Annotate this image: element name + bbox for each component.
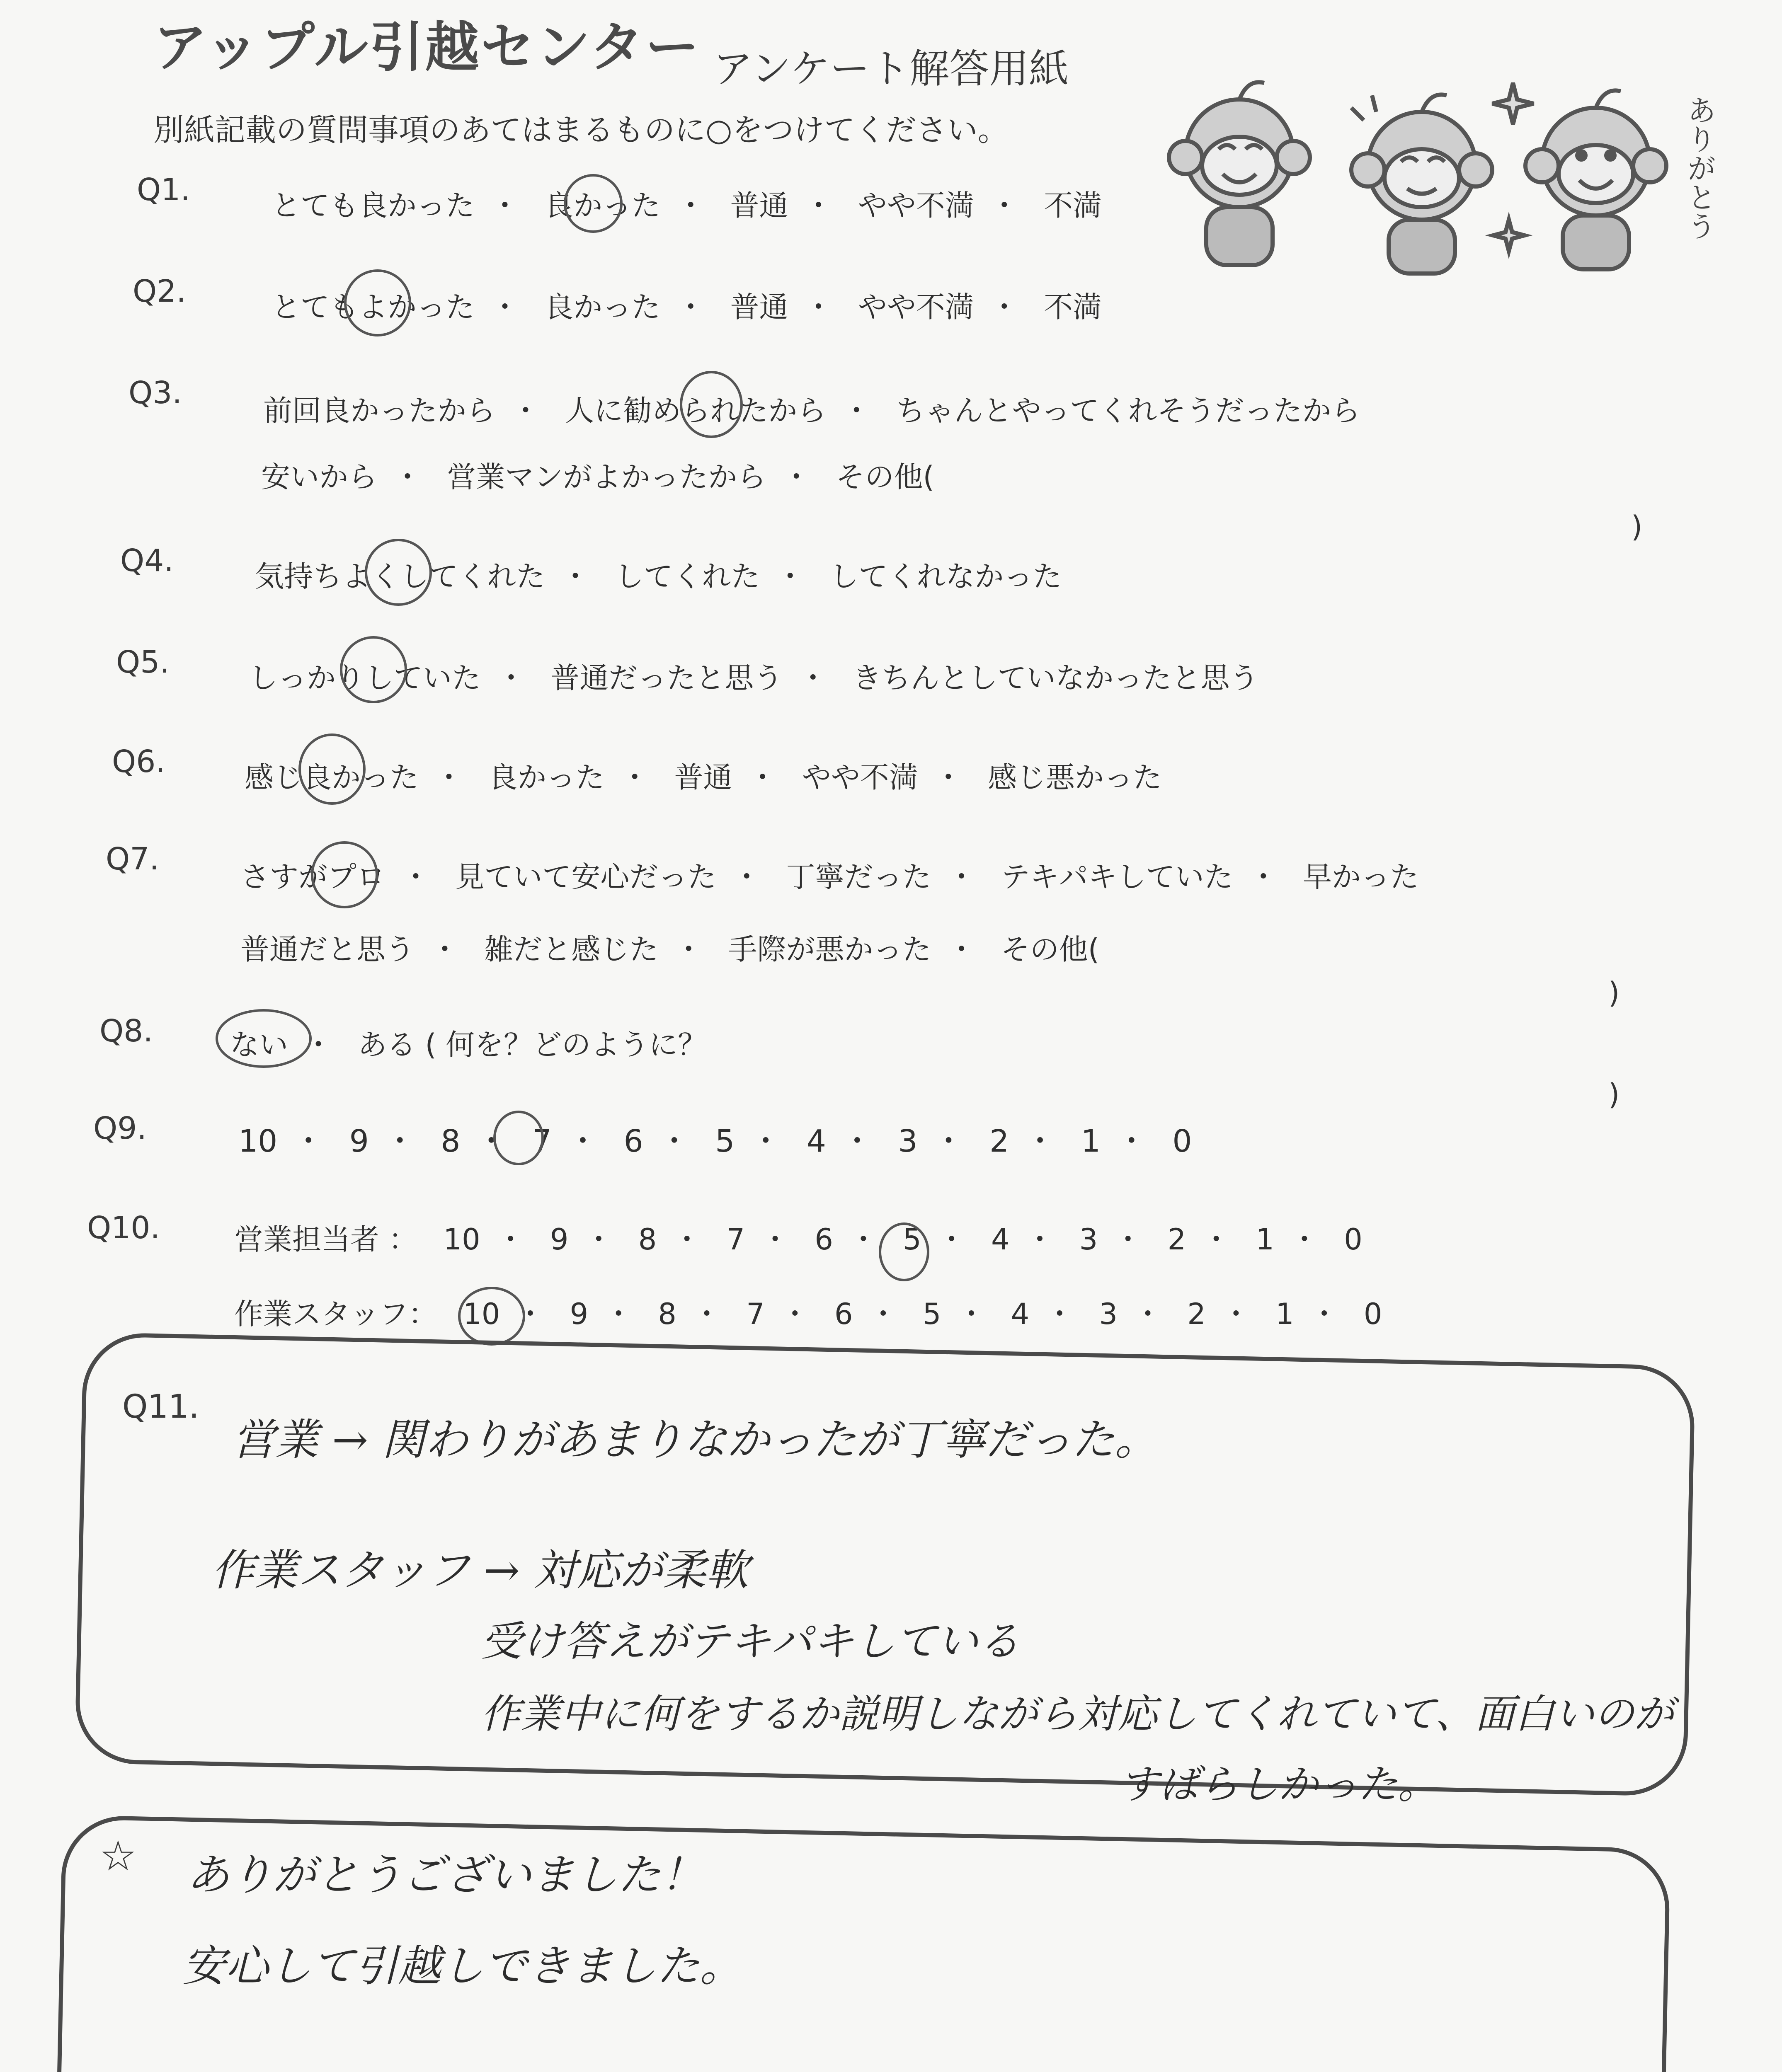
q6-option[interactable]: やや不満	[802, 760, 918, 794]
q11-handwriting-line: 営業 → 関わりがあまりなかったが丁寧だった。	[232, 1414, 1158, 1465]
q5-options: しっかりしていた ・ 普通だったと思う ・ きちんとしていなかったと思う	[249, 661, 1259, 695]
q10-staff-score[interactable]: 0	[1363, 1297, 1382, 1331]
q7-option[interactable]: テキパキしていた	[1001, 860, 1233, 894]
q6-answer-circle	[298, 733, 366, 805]
q2-option[interactable]: 不満	[1044, 290, 1102, 324]
q6-option[interactable]: 普通	[674, 760, 732, 794]
q4-option[interactable]: してくれなかった	[829, 559, 1062, 593]
q11-label: Q11.	[122, 1388, 199, 1426]
q8-option[interactable]: ない	[230, 1028, 288, 1062]
sheet-subtitle: アンケート解答用紙	[713, 46, 1069, 92]
q10-sales-score[interactable]: 1	[1256, 1222, 1274, 1256]
monkey-mascots-illustration	[1156, 70, 1729, 278]
q7-option[interactable]: 普通だと思う	[240, 932, 415, 966]
q10-staff-label: 作業スタッフ：	[234, 1297, 437, 1331]
q2-option[interactable]: やや不満	[858, 290, 974, 324]
q6-options: 感じ良かった ・ 良かった ・ 普通 ・ やや不満 ・ 感じ悪かった	[245, 760, 1162, 794]
q6-option[interactable]: 感じ悪かった	[988, 760, 1162, 794]
q7-option[interactable]: 丁寧だった	[786, 860, 931, 894]
q4-answer-circle	[365, 539, 432, 606]
q11-handwriting-line: 作業中に何をするか説明しながら対応してくれていて、面白いのが	[481, 1691, 1674, 1737]
q9-answer-circle	[493, 1111, 544, 1165]
q10-sales-score[interactable]: 3	[1079, 1222, 1098, 1256]
monkey-smiling-icon	[1525, 90, 1666, 269]
free-comment-handwriting-line: ありがとうございました！	[187, 1849, 704, 1900]
q8-number: Q8.	[99, 1013, 153, 1049]
q10-sales-score[interactable]: 2	[1167, 1222, 1186, 1256]
q9-score[interactable]: 8	[441, 1123, 461, 1159]
free-comment-handwriting-line: 安心して引越しできました。	[182, 1941, 743, 1991]
q10-sales-row: 営業担当者 ： 10 ・ 9 ・ 8 ・ 7 ・ 6 ・ 5 ・ 4 ・ 3 ・ 2 ・ 1 ・ 0	[234, 1222, 1363, 1256]
q3-option[interactable]: その他(	[836, 460, 934, 494]
q7-option[interactable]: その他(	[1001, 932, 1100, 966]
sheet-title: アップル引越センター	[153, 16, 701, 79]
q7-answer-circle	[311, 841, 378, 908]
q1-option[interactable]: 良かった	[544, 189, 661, 223]
q5-number: Q5.	[116, 644, 170, 680]
q9-score[interactable]: 0	[1172, 1123, 1192, 1159]
q4-number: Q4.	[120, 543, 174, 579]
q9-score[interactable]: 6	[623, 1123, 643, 1159]
instruction-text: 別紙記載の質問事項のあてはまるものに○をつけてください。	[153, 112, 1009, 148]
q10-staff-score[interactable]: 6	[834, 1297, 853, 1331]
q1-options: とても良かった ・ 良かった ・ 普通 ・ やや不満 ・ 不満	[272, 189, 1102, 223]
q1-option[interactable]: 普通	[730, 189, 788, 223]
sparkle-icon	[1493, 220, 1525, 251]
q2-number: Q2.	[133, 274, 186, 309]
q3-answer-circle	[680, 371, 743, 438]
q10-sales-score[interactable]: 4	[991, 1222, 1010, 1256]
q8-option[interactable]: ある ( 何を？どのように？	[358, 1028, 707, 1062]
q10-staff-score[interactable]: 5	[922, 1297, 941, 1331]
sparkle-icon	[1492, 83, 1534, 124]
q3-option[interactable]: 前回良かったから	[263, 394, 495, 428]
q10-number: Q10.	[87, 1210, 160, 1246]
q9-score[interactable]: 1	[1081, 1123, 1101, 1159]
q10-sales-label: 営業担当者 ：	[234, 1222, 418, 1256]
q3-close-paren: )	[1631, 510, 1643, 544]
q2-options: とてもよかった ・ 良かった ・ 普通 ・ やや不満 ・ 不満	[272, 290, 1102, 324]
q9-score[interactable]: 10	[238, 1123, 278, 1159]
q7-option[interactable]: 早かった	[1303, 860, 1419, 894]
q7-option[interactable]: 手際が悪かった	[728, 932, 931, 966]
q9-score[interactable]: 2	[989, 1123, 1009, 1159]
q10-sales-score[interactable]: 7	[726, 1222, 745, 1256]
q4-option[interactable]: 気持ちよくしてくれた	[255, 559, 545, 593]
q1-option[interactable]: とても良かった	[272, 189, 475, 223]
q1-answer-circle	[564, 174, 623, 233]
q9-scale: 10 ・ 9 ・ 8 ・ 7 ・ 6 ・ 5 ・ 4 ・ 3 ・ 2 ・ 1 ・ 0	[238, 1123, 1192, 1159]
q3-option[interactable]: 営業マンがよかったから	[447, 460, 766, 494]
q8-options: ない ・ ある ( 何を？どのように？	[230, 1028, 707, 1062]
q10-staff-score[interactable]: 7	[746, 1297, 765, 1331]
q7-option[interactable]: 見ていて安心だった	[455, 860, 717, 894]
q10-sales-score[interactable]: 5	[903, 1222, 921, 1256]
q3-number: Q3.	[128, 375, 182, 411]
q11-handwriting-line: すばらしかった。	[1119, 1761, 1438, 1808]
q2-option[interactable]: とてもよかった	[272, 290, 475, 324]
q2-option[interactable]: 普通	[730, 290, 788, 324]
q7-option[interactable]: 雑だと感じた	[484, 932, 659, 966]
q10-sales-score[interactable]: 10	[443, 1222, 480, 1256]
monkey-laughing-icon	[1169, 82, 1310, 265]
q3-option[interactable]: 人に勧められたから	[565, 394, 827, 428]
q1-option[interactable]: やや不満	[858, 189, 974, 223]
q9-score[interactable]: 5	[715, 1123, 735, 1159]
q6-option[interactable]: 感じ良かった	[245, 760, 419, 794]
q10-staff-row: 作業スタッフ： 10 ・ 9 ・ 8 ・ 7 ・ 6 ・ 5 ・ 4 ・ 3 ・ 2 ・ 1 ・ 0	[234, 1297, 1382, 1331]
q4-option[interactable]: してくれた	[615, 559, 760, 593]
q10-sales-answer-circle	[879, 1222, 929, 1281]
q7-number: Q7.	[106, 841, 159, 877]
q10-sales-score[interactable]: 6	[815, 1222, 833, 1256]
q10-sales-score[interactable]: 8	[638, 1222, 657, 1256]
q7-options-line1: さすがプロ ・ 見ていて安心だった ・ 丁寧だった ・ テキパキしていた ・ 早かった	[240, 860, 1419, 894]
q5-option[interactable]: きちんとしていなかったと思う	[852, 661, 1259, 695]
q1-option[interactable]: 不満	[1044, 189, 1102, 223]
q5-answer-circle	[340, 636, 407, 703]
q9-score[interactable]: 4	[806, 1123, 826, 1159]
q9-number: Q9.	[93, 1111, 147, 1146]
q3-options-line1: 前回良かったから ・ 人に勧められたから ・ ちゃんとやってくれそうだったから	[263, 394, 1360, 428]
q10-sales-score[interactable]: 9	[550, 1222, 569, 1256]
q7-close-paren: )	[1608, 976, 1620, 1010]
q2-option[interactable]: 良かった	[544, 290, 661, 324]
q7-option[interactable]: さすがプロ	[240, 860, 385, 894]
q7-options-line2: 普通だと思う ・ 雑だと感じた ・ 手際が悪かった ・ その他(	[240, 932, 1100, 966]
q11-handwriting-line: 受け答えがテキパキしている	[481, 1617, 1020, 1665]
q11-handwriting-line: 作業スタッフ → 対応が柔軟	[211, 1545, 749, 1595]
q10-staff-answer-circle	[458, 1287, 525, 1346]
q9-score[interactable]: 7	[532, 1123, 552, 1159]
q2-answer-circle	[344, 269, 411, 336]
q10-staff-score[interactable]: 10	[463, 1297, 500, 1331]
q6-option[interactable]: 良かった	[488, 760, 605, 794]
q9-score[interactable]: 3	[898, 1123, 918, 1159]
q8-answer-circle	[216, 1009, 312, 1068]
q5-option[interactable]: しっかりしていた	[249, 661, 481, 695]
q10-staff-score[interactable]: 1	[1275, 1297, 1294, 1331]
star-icon: ☆	[99, 1832, 137, 1880]
q3-option[interactable]: ちゃんとやってくれそうだったから	[896, 394, 1360, 428]
q6-number: Q6.	[112, 744, 165, 779]
q10-staff-score[interactable]: 4	[1011, 1297, 1030, 1331]
q1-number: Q1.	[137, 172, 190, 208]
q10-staff-score[interactable]: 8	[658, 1297, 676, 1331]
q10-sales-score[interactable]: 0	[1344, 1222, 1363, 1256]
q3-option[interactable]: 安いから	[261, 460, 377, 494]
arigatou-text: ありがとう	[1683, 95, 1717, 240]
monkey-blushing-icon	[1351, 94, 1492, 274]
q8-close-paren: )	[1608, 1077, 1620, 1111]
q10-staff-score[interactable]: 9	[570, 1297, 589, 1331]
q5-option[interactable]: 普通だったと思う	[550, 661, 783, 695]
q10-staff-score[interactable]: 3	[1099, 1297, 1118, 1331]
q4-options: 気持ちよくしてくれた ・ してくれた ・ してくれなかった	[255, 559, 1062, 593]
q9-score[interactable]: 9	[349, 1123, 369, 1159]
q3-options-line2: 安いから ・ 営業マンがよかったから ・ その他(	[261, 460, 934, 494]
q10-staff-score[interactable]: 2	[1187, 1297, 1206, 1331]
